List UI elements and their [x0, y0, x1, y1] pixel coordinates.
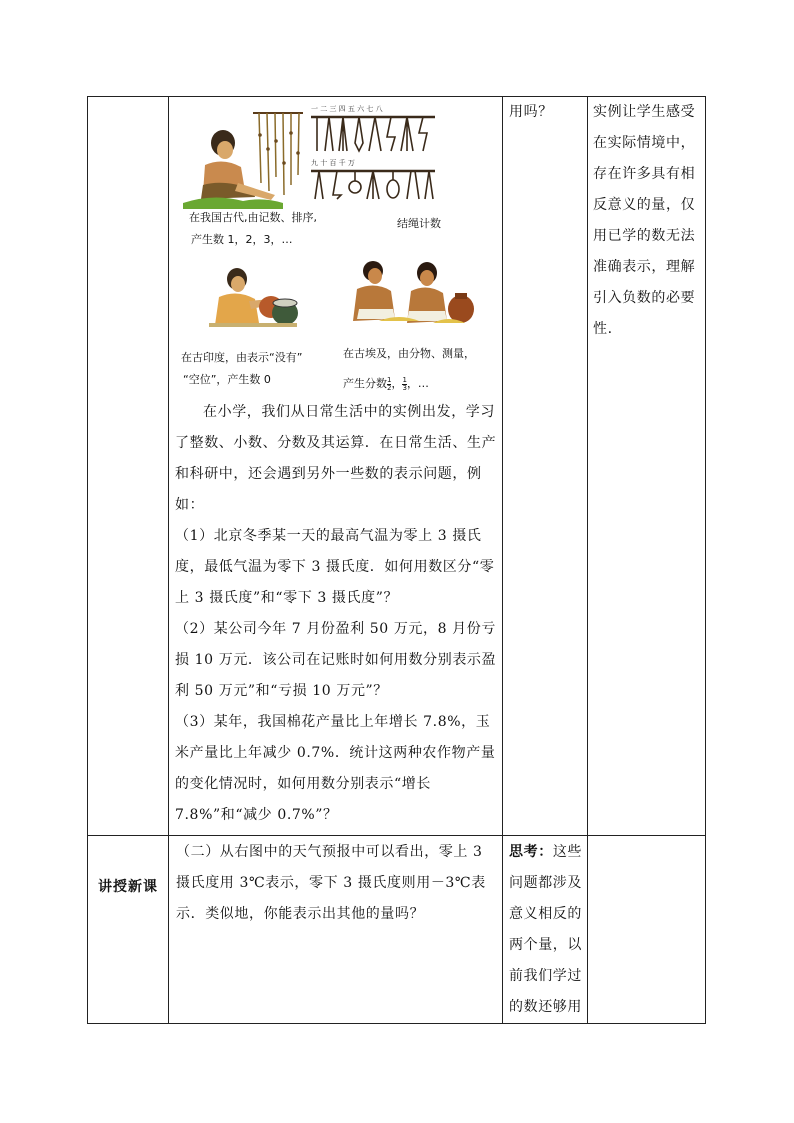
caption-egypt-1: 在古埃及，由分物、测量， [343, 347, 475, 360]
knot-counting-illustration [311, 103, 436, 203]
fraction-half: $\frac{1}{2}$ [387, 375, 392, 392]
row2-think-text [509, 837, 585, 1023]
row-divider [88, 835, 705, 836]
intro-paragraph: 在小学，我们从日常生活中的实例出发，学习了整数、小数、分数及其运算．在日常生活、生产和科研中，还会遇到另外一些数的表示问题，例如： [175, 404, 497, 513]
row-label-lecture: 讲授新课 [98, 879, 158, 895]
caption-india-1: 在古印度，由表示“没有” [181, 351, 303, 364]
col3-top-text: 用吗？ [509, 104, 553, 120]
question-3: （3）某年，我国棉花产量比上年增长 7.8%，玉米产量比上年减少 0.7%．统计这两种农作物产量的变化情况时，如何用数分别表示“增长 7.8%”和“减少 0.7%”？ [175, 714, 496, 823]
caption-egypt-2-suffix: ，… [406, 377, 429, 390]
caption-egypt-2: 产生分数 $\frac{1}{2}$ ， $\frac{1}{3}$ ，… [343, 375, 429, 392]
svg-text:一 二 三 四 五 六 七 八: 一 二 三 四 五 六 七 八 [311, 105, 383, 113]
caption-ancient-china-1: 在我国古代,由记数、排序, [189, 211, 317, 224]
ancient-india-illustration [209, 265, 299, 329]
question-2: （2）某公司今年 7 月份盈利 50 万元，8 月份亏损 10 万元．该公司在记账时如何用数分别表示盈利 50 万元”和“亏损 10 万元”？ [175, 621, 497, 699]
col4-top-text: 实例让学生感受在实际情境中，存在许多具有相反意义的量，仅用已学的数无法准确表示，理解引入负数的必要性. [593, 104, 696, 337]
ancient-egypt-illustration [349, 257, 479, 333]
svg-text:九 十 百 千 万: 九 十 百 千 万 [311, 159, 355, 167]
caption-ancient-china-2: 产生数 1，2，3，… [191, 233, 293, 246]
ancient-counting-illustration [183, 105, 308, 210]
main-text-block [175, 397, 498, 831]
caption-egypt-2-prefix: 产生分数 [343, 377, 387, 390]
fraction-third: $\frac{1}{3}$ [402, 375, 407, 392]
column-divider [587, 97, 588, 1023]
row2-main-text: （二）从右图中的天气预报中可以看出，零上 3 摄氏度用 3℃表示，零下 3 摄氏度则用－3℃表示．类似地，你能表示出其他的量吗？ [176, 844, 486, 922]
column-divider [502, 97, 503, 1023]
think-body: 这些问题都涉及意义相反的两个量，以前我们学过的数还够用 [509, 844, 583, 1015]
lesson-table [87, 96, 706, 1024]
question-1: （1）北京冬季某一天的最高气温为零上 3 摄氏度，最低气温为零下 3 摄氏度．如何用数区分“零上 3 摄氏度”和“零下 3 摄氏度”？ [175, 528, 495, 606]
think-label: 思考： [509, 844, 553, 860]
illustration-area [169, 97, 502, 397]
caption-knot-counting: 结绳计数 [397, 217, 441, 230]
caption-india-2: “空位”，产生数 0 [183, 373, 271, 386]
